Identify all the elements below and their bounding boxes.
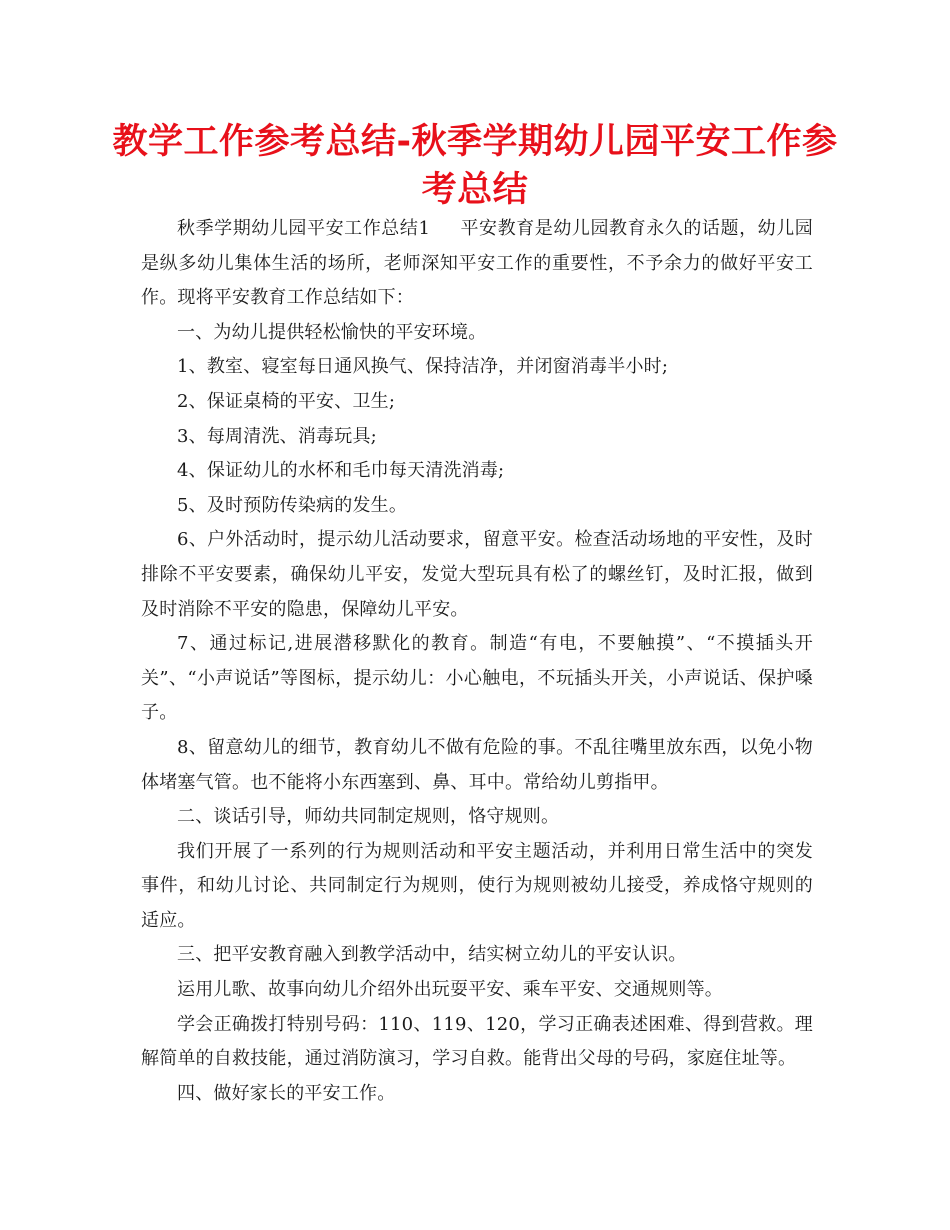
body-paragraph: 运用儿歌、故事向幼儿介绍外出玩耍平安、乘车平安、交通规则等。 — [177, 979, 723, 1001]
intro-heading: 秋季学期幼儿园平安工作总结1 — [177, 218, 431, 239]
body-paragraph: 我们开展了一系列的行为规则活动和平安主题活动，并利用日常生活中的突发事件，和幼儿讨论、共同制定行为规则，使行为规则被幼儿接受，养成恪守规则的适应。 — [141, 840, 813, 931]
list-item: 5、及时预防传染病的发生。 — [177, 494, 408, 516]
document-title: 教学工作参考总结-秋季学期幼儿园平安工作参考总结 — [112, 122, 838, 210]
list-item: 8、留意幼儿的细节，教育幼儿不做有危险的事。不乱往嘴里放东西，以免小物体堵塞气管。也不能将小东西塞到、鼻、耳中。常给幼儿剪指甲。 — [141, 736, 813, 793]
document-body — [141, 212, 813, 1111]
section-heading-environment: 一、为幼儿提供轻松愉快的平安环境。 — [177, 321, 487, 343]
list-item: 2、保证桌椅的平安、卫生; — [177, 390, 396, 412]
list-item: 4、保证幼儿的水杯和毛巾每天清洗消毒; — [177, 460, 505, 482]
list-item: 7、通过标记,进展潜移默化的教育。制造“有电，不要触摸”、“不摸插头开关”、“小声说话”等图标，提示幼儿：小心触电，不玩插头开关，小声说话、保护嗓子。 — [141, 633, 813, 724]
intro-text: 平安教育是幼儿园教育永久的话题，幼儿园是纵多幼儿集体生活的场所，老师深知平安工作的重要性，不予余力的做好平安工作。现将平安教育工作总结如下： — [141, 218, 813, 309]
body-paragraph: 学会正确拨打特别号码：110、119、120，学习正确表述困难、得到营救。理解简单的自救技能，通过消防演习，学习自救。能背出父母的号码，家庭住址等。 — [141, 1013, 813, 1070]
section-heading-teaching: 三、把平安教育融入到教学活动中，结实树立幼儿的平安认识。 — [177, 944, 687, 966]
section-heading-rules: 二、谈话引导，师幼共同制定规则，恪守规则。 — [177, 806, 560, 828]
list-item: 1、教室、寝室每日通风换气、保持洁净，并闭窗消毒半小时; — [177, 356, 669, 378]
intro-paragraph — [141, 212, 813, 316]
list-item: 3、每周清洗、消毒玩具; — [177, 425, 377, 447]
section-heading-parents: 四、做好家长的平安工作。 — [177, 1082, 396, 1104]
list-item: 6、户外活动时，提示幼儿活动要求，留意平安。检查活动场地的平安性，及时排除不平安要素，确保幼儿平安，发觉大型玩具有松了的螺丝钉，及时汇报，做到及时消除不平安的隐患，保障幼儿平安。 — [141, 529, 813, 620]
